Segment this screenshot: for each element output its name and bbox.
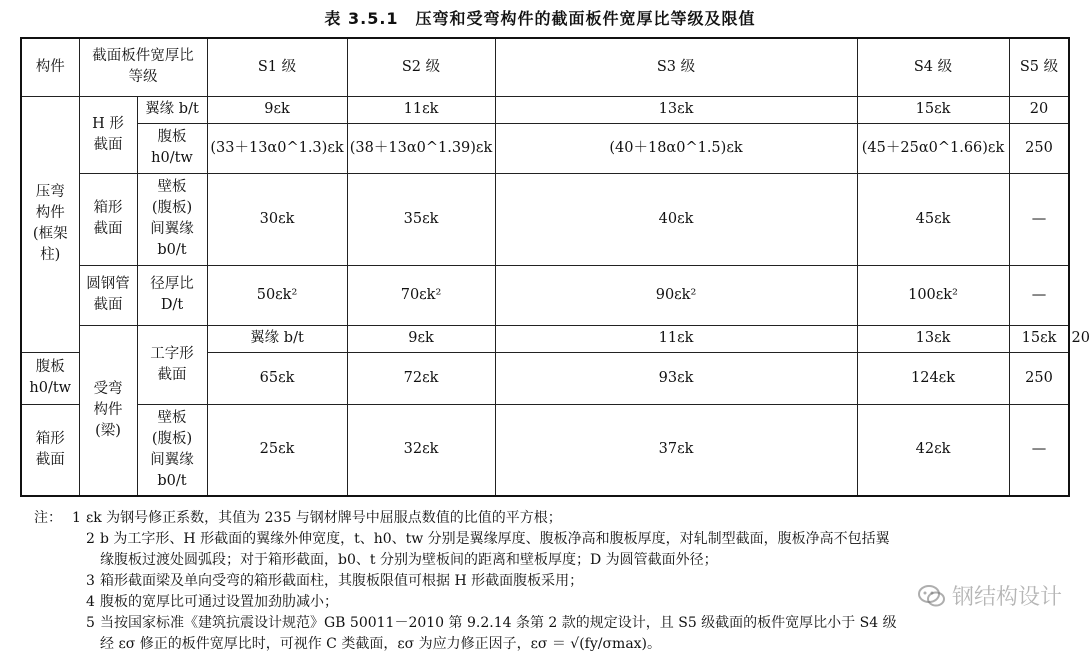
value-s5: — (1009, 404, 1069, 496)
note-text: 当按国家标准《建筑抗震设计规范》GB 50011－2010 第 9.2.14 条第 2 款的规定设计，且 S5 级截面的板件宽厚比小于 S4 级 经 εσ 修正的板件宽厚比时，可视作 C 类截面，εσ 为应力修正因子，εσ ＝ √(fy/σmax)。 (100, 615, 897, 652)
value-s1: (33＋13α0^1.3)εk (207, 123, 347, 173)
note-number: 4 (86, 594, 95, 610)
wechat-icon (918, 584, 946, 608)
value-s1: 9εk (207, 96, 347, 123)
note-number: 5 (86, 615, 95, 631)
value-s5: — (1009, 265, 1069, 325)
element-name: 径厚比 D/t (137, 265, 207, 325)
note-text: εk 为钢号修正系数，其值为 235 与钢材牌号中屈服点数值的比值的平方根； (86, 510, 562, 526)
group-name: 受弯 构件 (梁) (79, 325, 137, 496)
header-s1: S1 级 (207, 38, 347, 96)
element-name: 翼缘 b/t (207, 325, 347, 352)
value-s3: 37εk (495, 404, 857, 496)
value-s3: 90εk² (495, 265, 857, 325)
header-s2: S2 级 (347, 38, 495, 96)
value-s1: 25εk (207, 404, 347, 496)
section-name: 箱形 截面 (21, 404, 79, 496)
element-name: 翼缘 b/t (137, 96, 207, 123)
value-s4: 124εk (857, 352, 1009, 404)
notes-label: 注： (34, 510, 62, 526)
element-name: 壁板 (腹板) 间翼缘 b0/t (137, 404, 207, 496)
value-s2: 32εk (347, 404, 495, 496)
section-name: H 形 截面 (79, 96, 137, 173)
value-s2: 70εk² (347, 265, 495, 325)
note-number: 2 (86, 531, 95, 547)
value-s1: 50εk² (207, 265, 347, 325)
value-s2: 72εk (347, 352, 495, 404)
section-name: 箱形 截面 (79, 173, 137, 265)
value-s4: 45εk (857, 173, 1009, 265)
value-s3: 93εk (495, 352, 857, 404)
note-text: 腹板的宽厚比可通过设置加劲肋减小； (100, 594, 338, 610)
header-s3: S3 级 (495, 38, 857, 96)
note-item (34, 508, 1074, 529)
value-s4: 15εk (1009, 325, 1069, 352)
element-name: 壁板 (腹板) 间翼缘 b0/t (137, 173, 207, 265)
value-s2: (38＋13α0^1.39)εk (347, 123, 495, 173)
note-text: 箱形截面梁及单向受弯的箱形截面柱，其腹板限值可根据 H 形截面腹板采用； (100, 573, 584, 589)
value-s2: 11εk (495, 325, 857, 352)
note-number: 3 (86, 573, 95, 589)
value-s1: 9εk (347, 325, 495, 352)
element-name: 腹板 h0/tw (21, 352, 79, 404)
element-name: 腹板 h0/tw (137, 123, 207, 173)
value-s3: 13εk (857, 325, 1009, 352)
value-s2: 11εk (347, 96, 495, 123)
value-s3: 13εk (495, 96, 857, 123)
value-s2: 35εk (347, 173, 495, 265)
note-item (34, 613, 1074, 655)
value-s4: 15εk (857, 96, 1009, 123)
table-title: 表 3.5.1 压弯和受弯构件的截面板件宽厚比等级及限值 (324, 9, 756, 28)
value-s5: 20 (1009, 96, 1069, 123)
header-component: 构件 (21, 38, 79, 96)
value-s4: 100εk² (857, 265, 1009, 325)
header-s5: S5 级 (1009, 38, 1069, 96)
note-item (34, 529, 1074, 571)
note-number: 1 (72, 510, 81, 526)
value-s1: 65εk (207, 352, 347, 404)
value-s3: 40εk (495, 173, 857, 265)
section-name: 工字形 截面 (137, 325, 207, 404)
width-thickness-ratio-table: 构件 截面板件宽厚比 等级 S1 级 S2 级 S3 级 S4 级 S5 级 压弯 构件 (框架 柱) H 形 截面 翼缘 b/t 9εk 11εk 13εk 15εk 20 腹板 h0/tw (33＋13α0^1.3)εk (38＋13α0^1.39)εk (40＋18α0^1.5)εk (45＋25α0^1.66)εk 250 箱形 截面 壁板 (腹板) 间翼缘 b0/t 30εk 35εk 40εk 45εk — 圆钢管 截面 径厚比 D/t 50εk² 70εk² 90εk² 100εk² — 受弯 构件 (梁) 工字形 截面 翼缘 b/t 9εk 11εk 13εk 15εk 20 腹板 h0/tw 65εk 72εk 93εk 124εk 250 箱形 截面 壁板 (腹板) 间翼缘 b0/t 25εk 32εk 37εk 42εk — (20, 37, 1070, 497)
value-s3: (40＋18α0^1.5)εk (495, 123, 857, 173)
value-s5: 250 (1009, 352, 1069, 404)
section-name: 圆钢管 截面 (79, 265, 137, 325)
value-s4: 42εk (857, 404, 1009, 496)
watermark (918, 580, 1062, 611)
header-ratio-grade: 截面板件宽厚比 等级 (79, 38, 207, 96)
value-s5: — (1009, 173, 1069, 265)
watermark-text: 钢结构设计 (952, 585, 1063, 610)
note-text: b 为工字形、H 形截面的翼缘外伸宽度，t、h0、tw 分别是翼缘厚度、腹板净高和腹板厚度，对轧制型截面，腹板净高不包括翼 缘腹板过渡处圆弧段；对于箱形截面，b0、t 分别为壁板间的距离和壁板厚度；D 为圆管截面外径； (100, 531, 890, 568)
value-s4: (45＋25α0^1.66)εk (857, 123, 1009, 173)
group-name: 压弯 构件 (框架 柱) (21, 96, 79, 352)
header-s4: S4 级 (857, 38, 1009, 96)
value-s1: 30εk (207, 173, 347, 265)
value-s5: 250 (1009, 123, 1069, 173)
